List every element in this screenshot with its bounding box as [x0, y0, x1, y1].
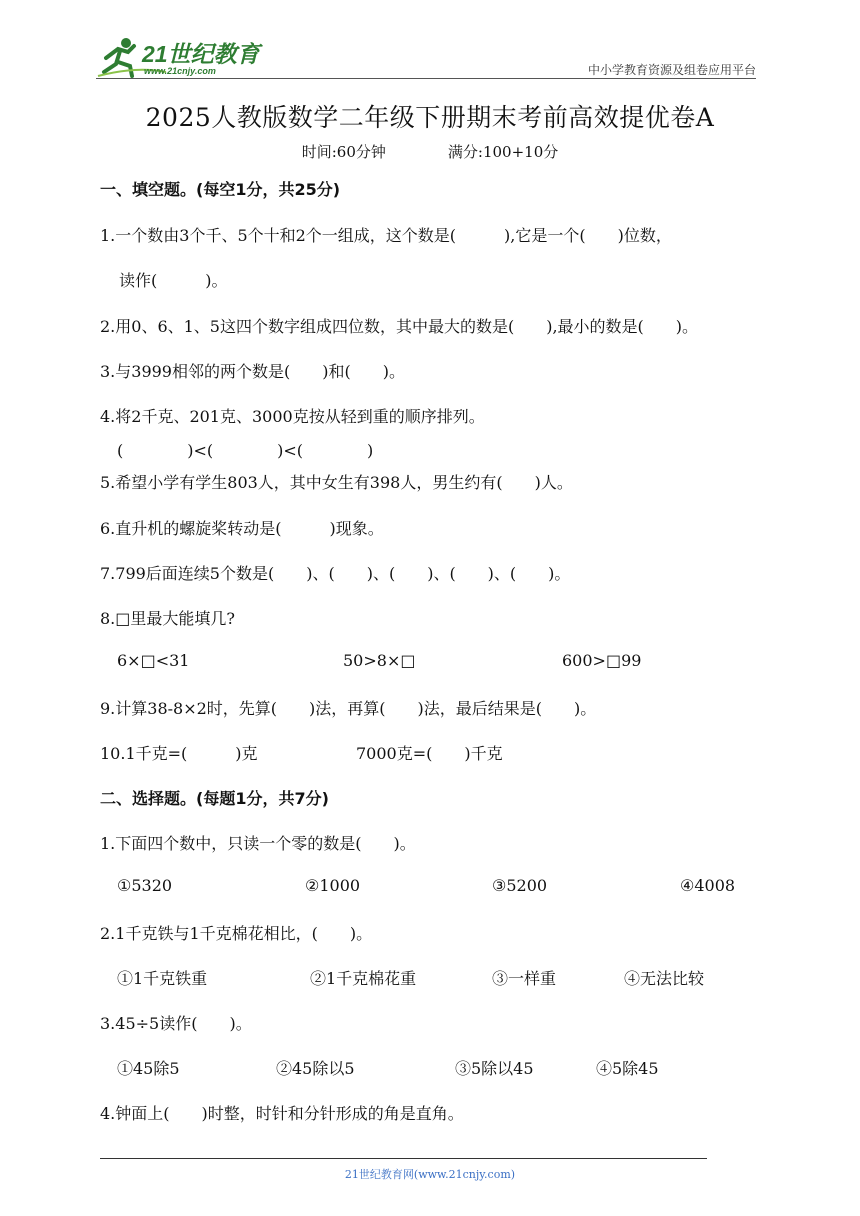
choice-1-option-1: ①5320: [117, 876, 173, 895]
question-7: 7.799后面连续5个数是( )、( )、( )、( )、( )。: [100, 564, 571, 583]
question-5: 5.希望小学有学生803人，其中女生有398人，男生约有( )人。: [100, 473, 573, 492]
choice-3-stem: 3.45÷5读作( )。: [100, 1014, 252, 1033]
question-8-item-a: 6×□<31: [117, 651, 190, 670]
question-10-a: 10.1千克=( )克: [100, 744, 258, 763]
question-6: 6.直升机的螺旋桨转动是( )现象。: [100, 519, 384, 538]
question-9: 9.计算38-8×2时，先算( )法，再算( )法，最后结果是( )。: [100, 699, 597, 718]
question-2: 2.用0、6、1、5这四个数字组成四位数，其中最大的数是( ),最小的数是( )。: [100, 317, 699, 336]
footer-divider: [100, 1158, 707, 1159]
choice-2-option-1: ①1千克铁重: [117, 969, 208, 988]
choice-1-option-2: ②1000: [305, 876, 361, 895]
choice-3-option-3: ③5除以45: [455, 1059, 534, 1078]
section-heading-fill-blank: 一、填空题。(每空1分，共25分): [100, 180, 341, 199]
question-10-b: 7000克=( )千克: [356, 744, 503, 763]
exam-time: 时间:60分钟: [301, 143, 386, 161]
choice-2-option-3: ③一样重: [492, 969, 557, 988]
question-8-stem: 8.□里最大能填几?: [100, 609, 235, 628]
choice-2-stem: 2.1千克铁与1千克棉花相比，( )。: [100, 924, 373, 943]
exam-info: [0, 141, 860, 162]
exam-score: 满分:100+10分: [447, 143, 559, 161]
site-logo: [96, 36, 266, 78]
logo-text: 21世纪教育: [142, 41, 260, 67]
question-1-line-2: 读作( )。: [119, 271, 228, 290]
choice-1-stem: 1.下面四个数中，只读一个零的数是( )。: [100, 834, 416, 853]
question-3: 3.与3999相邻的两个数是( )和( )。: [100, 362, 405, 381]
choice-2-option-4: ④无法比较: [624, 969, 705, 988]
choice-1-option-4: ④4008: [680, 876, 736, 895]
section-heading-choice: 二、选择题。(每题1分，共7分): [100, 789, 329, 808]
logo-url: www.21cnjy.com: [144, 66, 216, 76]
header-divider: [96, 78, 756, 79]
question-8-item-c: 600>□99: [562, 651, 642, 670]
choice-2-option-2: ②1千克棉花重: [310, 969, 417, 988]
choice-3-option-4: ④5除45: [596, 1059, 659, 1078]
question-8-item-b: 50>8×□: [343, 651, 416, 670]
question-4-line-2: ( )<( )<( ): [117, 441, 374, 460]
question-4-line-1: 4.将2千克、201克、3000克按从轻到重的顺序排列。: [100, 407, 485, 426]
page-title: 2025人教版数学二年级下册期末考前高效提优卷A: [145, 103, 715, 132]
choice-1-option-3: ③5200: [492, 876, 548, 895]
footer-text: 21世纪教育网(www.21cnjy.com): [344, 1168, 516, 1181]
choice-3-option-2: ②45除以5: [276, 1059, 355, 1078]
choice-4-stem: 4.钟面上( )时整，时针和分针形成的角是直角。: [100, 1104, 464, 1123]
question-1-line-1: 1.一个数由3个千、5个十和2个一组成，这个数是( ),它是一个( )位数，: [100, 226, 672, 245]
header-platform-text: 中小学教育资源及组卷应用平台: [587, 63, 756, 77]
choice-3-option-1: ①45除5: [117, 1059, 180, 1078]
